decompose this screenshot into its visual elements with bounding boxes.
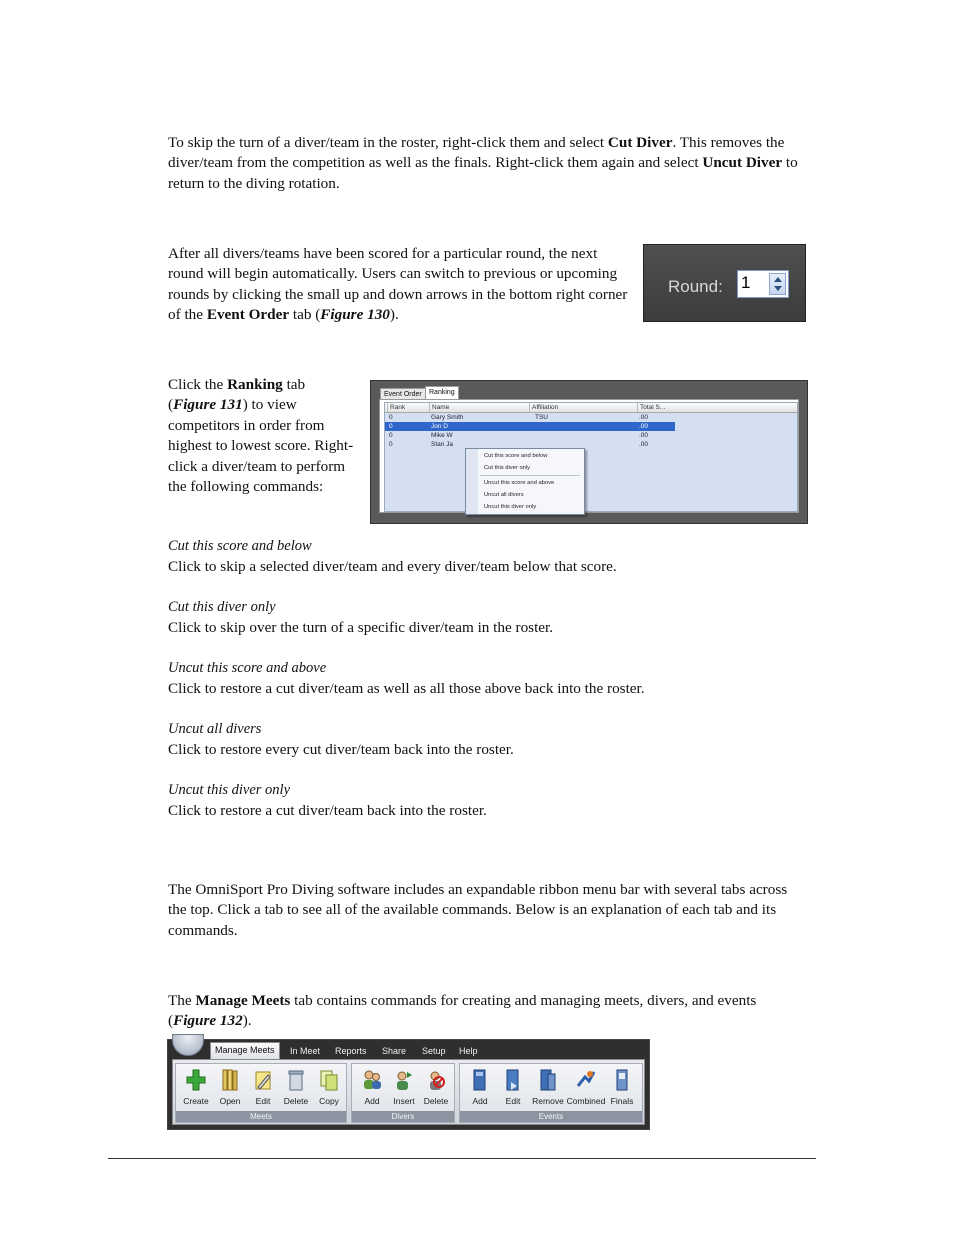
footer-divider — [108, 1158, 816, 1159]
tab-setup[interactable]: Setup — [422, 1046, 446, 1056]
add-event-icon — [470, 1068, 490, 1092]
figure-reference: Figure 131 — [173, 396, 243, 414]
remove-event-icon — [538, 1068, 558, 1092]
text-run: tab contains commands for creating and managing meets, divers, and events ( — [168, 992, 757, 1030]
combined-event-button[interactable] — [566, 1068, 606, 1110]
edit-event-button[interactable] — [497, 1068, 529, 1110]
finals-event-icon — [612, 1068, 632, 1092]
ribbon-menu-figure — [167, 1039, 650, 1130]
text-run: The — [168, 992, 196, 1009]
figure-reference: Figure 130 — [320, 306, 390, 324]
cell-name: Jon D — [431, 423, 448, 430]
menu-item-uncut-all-divers[interactable]: Uncut all divers — [484, 492, 524, 498]
cell-affiliation: TSU — [535, 414, 548, 421]
ranking-panel — [379, 399, 799, 513]
insert-diver-icon — [394, 1068, 414, 1092]
button-label: Insert — [393, 1096, 415, 1106]
command-title: Cut this diver only — [168, 599, 276, 615]
command-title: Cut this score and below — [168, 538, 312, 554]
text-run: To skip the turn of a diver/team in the roster, right-click them and select — [168, 134, 608, 151]
books-icon — [220, 1068, 240, 1092]
ribbon-body — [172, 1059, 645, 1125]
cell-rank: 0 — [389, 423, 393, 430]
menu-item-cut-score-and-below[interactable]: Cut this score and below — [484, 453, 548, 459]
uncut-diver-term: Uncut Diver — [702, 154, 783, 172]
cut-diver-term: Cut Diver — [607, 134, 673, 151]
button-label: Add — [472, 1096, 488, 1106]
add-diver-icon — [362, 1068, 382, 1092]
group-divers — [351, 1063, 455, 1123]
text-run: ). — [389, 306, 399, 324]
menu-item-uncut-diver-only[interactable]: Uncut this diver only — [484, 504, 537, 510]
table-row[interactable] — [385, 413, 797, 422]
round-spinner[interactable] — [769, 273, 786, 295]
cell-total: .00 — [639, 441, 649, 448]
spin-down-arrow-icon[interactable] — [774, 286, 782, 291]
column-header-name[interactable]: Name — [429, 403, 530, 412]
grid-header — [385, 403, 797, 413]
button-label: Open — [219, 1096, 241, 1106]
column-header-rank[interactable]: Rank — [387, 403, 428, 412]
command-title: Uncut this score and above — [168, 660, 327, 676]
plus-icon — [186, 1068, 206, 1092]
command-description: Click to skip a selected diver/team and every diver/team below that score. — [168, 558, 617, 575]
group-label-meets: Meets — [176, 1111, 346, 1122]
text-run: . This removes the diver/team from the competition as well as the finals. Right-click them again and select — [168, 134, 785, 172]
table-row[interactable] — [385, 431, 797, 440]
column-header-total[interactable]: Total S... — [637, 403, 676, 412]
cell-rank: 0 — [389, 414, 393, 421]
button-label: Copy — [319, 1096, 339, 1106]
group-label-events: Events — [460, 1111, 642, 1122]
context-menu — [465, 448, 585, 515]
manage-meets-term: Manage Meets — [195, 992, 291, 1009]
command-description: Click to skip over the turn of a specific diver/team in the roster. — [168, 619, 554, 636]
command-title: Uncut all divers — [168, 721, 262, 737]
group-meets — [175, 1063, 347, 1123]
menu-gutter — [466, 449, 478, 514]
delete-diver-icon — [426, 1068, 446, 1092]
spin-up-arrow-icon[interactable] — [774, 277, 782, 282]
group-label-divers: Divers — [352, 1111, 454, 1122]
button-label: Add — [364, 1096, 380, 1106]
tab-ranking[interactable]: Ranking — [425, 386, 459, 400]
cell-name: Gary Smith — [431, 414, 464, 421]
delete-diver-button[interactable] — [420, 1068, 452, 1110]
selection-highlight — [385, 422, 675, 431]
round-spinbox[interactable] — [737, 270, 789, 298]
cell-total: .00 — [639, 414, 649, 421]
ranking-tab-figure — [370, 380, 808, 524]
ranking-term: Ranking — [227, 376, 283, 393]
ranking-grid — [384, 402, 798, 512]
cell-total: .00 — [639, 432, 649, 439]
cell-rank: 0 — [389, 441, 393, 448]
tab-manage-meets[interactable]: Manage Meets — [210, 1042, 280, 1060]
menu-separator — [480, 475, 580, 476]
ribbon-intro-paragraph: The OmniSport Pro Diving software includes an expandable ribbon menu bar with several tabs across the top. Click a tab to see all of the available commands. Below is an explanation of each tab and its commands. — [168, 881, 788, 939]
button-label: Delete — [283, 1096, 309, 1106]
copy-meet-button[interactable] — [313, 1068, 345, 1110]
command-description: Click to restore a cut diver/team as well as all those above back into the roster. — [168, 680, 645, 697]
command-title: Uncut this diver only — [168, 782, 291, 798]
command-description: Click to restore a cut diver/team back into the roster. — [168, 802, 487, 819]
cell-name: Stan Ja — [431, 441, 454, 448]
round-label: Round: — [668, 277, 723, 296]
cell-name: Mike W — [431, 432, 453, 439]
manage-meets-paragraph — [168, 991, 798, 1032]
event-order-term: Event Order — [206, 306, 290, 324]
application-orb-icon[interactable] — [172, 1034, 204, 1056]
round-value: 1 — [741, 273, 751, 292]
button-label: Edit — [505, 1096, 521, 1106]
combined-event-icon — [576, 1068, 596, 1092]
table-row-selected[interactable] — [385, 422, 797, 431]
column-header-affiliation[interactable]: Affiliation — [529, 403, 636, 412]
button-label: Delete — [423, 1096, 449, 1106]
button-label: Remove — [532, 1096, 564, 1106]
trash-icon — [286, 1068, 306, 1092]
text-run: tab ( — [168, 376, 306, 414]
tab-in-meet[interactable]: In Meet — [290, 1046, 321, 1056]
text-run: ). — [242, 1012, 252, 1030]
button-label: Combined — [566, 1096, 606, 1106]
menu-item-uncut-score-and-above[interactable]: Uncut this score and above — [484, 480, 555, 486]
ranking-paragraph — [168, 375, 354, 497]
menu-item-cut-diver-only[interactable]: Cut this diver only — [484, 465, 531, 471]
round-widget-figure — [643, 244, 806, 322]
button-label: Create — [183, 1096, 209, 1106]
button-label: Edit — [255, 1096, 271, 1106]
cell-rank: 0 — [389, 432, 393, 439]
text-run: After all divers/teams have been scored for a particular round, the next round will begin automatically. Users can switch to previous or upcoming rounds by clicking the small up and down arrows in the bottom right corner of the — [168, 245, 628, 324]
edit-event-icon — [503, 1068, 523, 1092]
group-events — [459, 1063, 643, 1123]
tab-share[interactable]: Share — [382, 1046, 407, 1056]
edit-note-icon — [253, 1068, 273, 1092]
text-run: to return to the diving rotation. — [168, 154, 798, 192]
tab-reports[interactable]: Reports — [335, 1046, 367, 1056]
text-run: tab ( — [289, 306, 321, 324]
figure-reference: Figure 132 — [173, 1012, 243, 1030]
copy-icon — [319, 1068, 339, 1092]
table-row[interactable] — [385, 440, 797, 449]
command-description: Click to restore every cut diver/team back into the roster. — [168, 741, 514, 758]
remove-event-button[interactable] — [532, 1068, 564, 1110]
cut-diver-paragraph — [168, 133, 798, 194]
cell-total: .00 — [639, 423, 649, 430]
tab-event-order[interactable]: Event Order — [380, 388, 426, 401]
button-label: Finals — [610, 1096, 634, 1106]
text-run: ) to view competitors in order from highest to lowest score. Right-click a diver/team to perform the following commands: — [168, 396, 354, 496]
rounds-paragraph — [168, 244, 634, 326]
tab-help[interactable]: Help — [459, 1046, 478, 1056]
text-run: Click the — [168, 376, 228, 393]
finals-event-button[interactable] — [606, 1068, 638, 1110]
